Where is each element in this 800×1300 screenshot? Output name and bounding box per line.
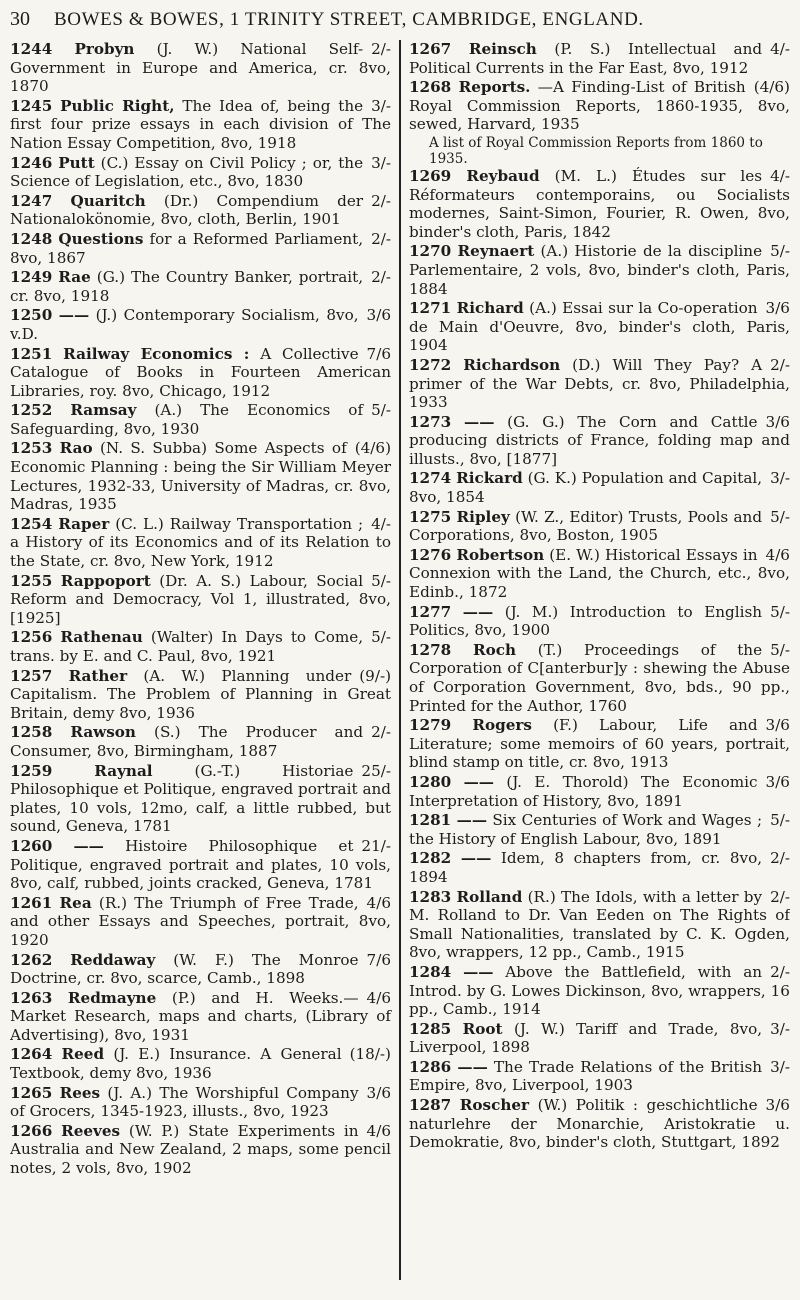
entry-price: 5/- bbox=[770, 602, 790, 621]
catalogue-entry bbox=[409, 603, 790, 640]
catalogue-entry bbox=[10, 306, 391, 343]
entry-author: Rao bbox=[59, 439, 93, 458]
entry-author: Rolland bbox=[456, 887, 523, 906]
entry-number: 1261 bbox=[10, 893, 53, 912]
entry-number: 1249 bbox=[10, 268, 53, 287]
entry-price: 25/- bbox=[361, 761, 391, 780]
entry-author: Reynaert bbox=[457, 242, 535, 261]
entry-description: The Idea of, being the first four prize essays in each division of The Nation Essay Competition, 8vo, 1918 bbox=[10, 96, 391, 152]
entry-description: (M. L.) Études sur les Réformateurs contemporains, ou Socialists modernes, Saint-Simon, Fourier, R. Owen, 8vo, binder's cloth, Paris, 1842 bbox=[408, 166, 790, 241]
running-title: BOWES & BOWES, 1 TRINITY STREET, CAMBRIDGE, ENGLAND. bbox=[54, 9, 644, 30]
entry-description: The Trade Relations of the British Empire, 8vo, Liverpool, 1903 bbox=[408, 1057, 763, 1095]
entry-number: 1273 bbox=[408, 412, 452, 431]
entry-price: 4/6 bbox=[366, 988, 391, 1007]
catalogue-entry bbox=[409, 469, 790, 506]
entry-author: Rae bbox=[58, 268, 91, 287]
entry-description: (A. W.) Planning under Capitalism. The Problem of Planning in Great Britain, demy 8vo, 1936 bbox=[10, 666, 391, 722]
entry-author: Rawson bbox=[70, 723, 136, 742]
entry-number: 1255 bbox=[10, 571, 53, 590]
entry-description: (Dr.) Compendium der Nationalokönomie, 8vo, cloth, Berlin, 1901 bbox=[10, 191, 364, 229]
entry-number: 1253 bbox=[10, 439, 53, 458]
entry-price: (18/-) bbox=[349, 1045, 391, 1064]
entry-number: 1268 bbox=[408, 78, 452, 97]
entry-number: 1265 bbox=[10, 1083, 53, 1102]
entry-author: Rather bbox=[68, 666, 128, 685]
catalogue-entry bbox=[409, 849, 790, 886]
catalogue-entry bbox=[10, 439, 391, 513]
catalogue-entry bbox=[409, 888, 790, 962]
entry-author: Probyn bbox=[74, 40, 135, 58]
entry-price: 5/- bbox=[371, 401, 391, 420]
entry-author: Reybaud bbox=[466, 166, 540, 185]
catalogue-entry bbox=[10, 268, 391, 305]
catalogue-entry bbox=[409, 546, 790, 602]
entry-author: Roscher bbox=[459, 1096, 530, 1115]
entry-description: (R.) The Idols, with a letter by M. Rolland to Dr. Van Eeden on The Rights of Small Nationalities, translated by C. K. Ogden, 8vo, wrappers, 12 pp., Camb., 1915 bbox=[408, 887, 790, 962]
entry-price: (4/6) bbox=[354, 439, 391, 458]
entry-number: 1251 bbox=[10, 344, 53, 363]
page-number: 30 bbox=[10, 8, 30, 30]
entry-number: 1244 bbox=[10, 40, 53, 58]
entry-description: (S.) The Producer and Consumer, 8vo, Birmingham, 1887 bbox=[10, 723, 364, 760]
entry-author: —— bbox=[463, 772, 494, 791]
entry-description: A Collective Catalogue of Books in Fourteen American Libraries, roy. 8vo, Chicago, 1912 bbox=[10, 344, 391, 400]
entry-author: Public Right, bbox=[60, 96, 175, 115]
entry-author: Redmayne bbox=[67, 988, 157, 1007]
entry-price: 5/- bbox=[770, 242, 790, 261]
catalogue-entry bbox=[10, 1084, 391, 1121]
entry-description: (A.) Essai sur la Co-operation de Main d'Oeuvre, 8vo, binder's cloth, Paris, 1904 bbox=[408, 299, 790, 355]
entry-description: Six Centuries of Work and Wages ; the History of English Labour, 8vo, 1891 bbox=[408, 811, 763, 848]
entry-price: 5/- bbox=[770, 507, 790, 526]
entry-author: Rickard bbox=[456, 469, 523, 488]
entry-number: 1281 bbox=[408, 811, 452, 830]
entry-price: 5/- bbox=[371, 571, 391, 590]
entry-price: 4/- bbox=[770, 40, 790, 58]
catalogue-entry bbox=[409, 641, 790, 715]
entry-price: 3/6 bbox=[765, 772, 790, 791]
entry-description: (R.) The Triumph of Free Trade, and other Essays and Speeches, portrait, 8vo, 1920 bbox=[10, 893, 391, 949]
entry-description: for a Reformed Parliament, 8vo, 1867 bbox=[10, 229, 364, 267]
entry-author: Raper bbox=[58, 514, 110, 533]
entry-price: (9/-) bbox=[359, 666, 391, 685]
entry-description: (J.) Contemporary Socialism, 8vo, v.D. bbox=[10, 306, 359, 343]
catalogue-entry bbox=[409, 1058, 790, 1095]
catalogue-entry bbox=[409, 167, 790, 241]
entry-description: (W. Z., Editor) Trusts, Pools and Corporations, 8vo, Boston, 1905 bbox=[408, 507, 763, 545]
entry-price: 3/- bbox=[371, 96, 391, 115]
entry-description: (W. F.) The Monroe Doctrine, cr. 8vo, scarce, Camb., 1898 bbox=[10, 950, 359, 988]
entry-price: 3/- bbox=[770, 469, 790, 488]
entry-price: 2/- bbox=[770, 849, 790, 868]
entry-number: 1279 bbox=[408, 716, 452, 735]
entry-description: (J. W.) Tariff and Trade, 8vo, Liverpool, 1898 bbox=[408, 1019, 763, 1057]
entry-price: 4/6 bbox=[765, 545, 790, 564]
catalogue-entry bbox=[409, 356, 790, 412]
entry-price: 7/6 bbox=[366, 344, 391, 363]
left-column bbox=[10, 40, 399, 1280]
entry-price: (4/6) bbox=[753, 78, 790, 97]
entry-number: 1264 bbox=[10, 1045, 53, 1064]
entry-description: Above the Battlefield, with an Introd. by G. Lowes Dickinson, 8vo, wrappers, 16 pp., Camb., 1914 bbox=[408, 962, 790, 1019]
entry-price: 2/- bbox=[371, 723, 391, 742]
entry-price: 2/- bbox=[371, 40, 391, 58]
entry-description: (F.) Labour, Life and Literature; some memoirs of 60 years, portrait, blind stamp on title, cr. 8vo, 1913 bbox=[408, 716, 790, 772]
entry-number: 1269 bbox=[408, 166, 452, 185]
catalogue-entry bbox=[10, 837, 391, 893]
catalogue-entry bbox=[10, 723, 391, 760]
entry-author: Railway Economics : bbox=[63, 344, 250, 363]
entry-price: 4/- bbox=[371, 514, 391, 533]
entry-number: 1254 bbox=[10, 514, 53, 533]
catalogue-entry bbox=[10, 989, 391, 1045]
entry-price: 5/- bbox=[770, 640, 790, 659]
entry-number: 1250 bbox=[10, 306, 53, 325]
entry-price: 2/- bbox=[770, 962, 790, 981]
entry-price: 3/6 bbox=[366, 306, 391, 325]
entry-price: 2/- bbox=[770, 887, 790, 906]
page-header bbox=[10, 8, 790, 34]
entry-description: Histoire Philosophique et Politique, engraved portrait and plates, 10 vols, 8vo, calf, rubbed, joints cracked, Geneva, 1781 bbox=[10, 836, 391, 893]
entry-price: 3/6 bbox=[765, 299, 790, 318]
entry-description: (J. E.) Insurance. A General Textbook, demy 8vo, 1936 bbox=[10, 1045, 342, 1083]
entry-description: (C.) Essay on Civil Policy ; or, the Science of Legislation, etc., 8vo, 1830 bbox=[10, 153, 364, 191]
entry-author: Ripley bbox=[456, 507, 510, 526]
entry-author: Quaritch bbox=[70, 191, 146, 210]
entry-number: 1276 bbox=[408, 545, 452, 564]
entry-author: Richardson bbox=[463, 355, 561, 374]
entry-number: 1252 bbox=[10, 401, 53, 420]
entry-description: (T.) Proceedings of the Corporation of C[anterbur]y : shewing the Abuse of Corporation Government, 8vo, bds., 90 pp., Printed for the Author, 1760 bbox=[408, 640, 790, 715]
catalogue-entry bbox=[409, 963, 790, 1019]
entry-note: A list of Royal Commission Reports from 1860 to 1935. bbox=[428, 134, 763, 167]
catalogue-entry bbox=[10, 230, 391, 267]
entry-author: Rathenau bbox=[60, 628, 143, 647]
entry-author: —— bbox=[460, 849, 492, 868]
catalogue-entry bbox=[10, 192, 391, 229]
entry-description: (W.) Politik : geschichtliche naturlehre der Monarchie, Aristokratie u. Demokratie, 8vo, binder's cloth, Stuttgart, 1892 bbox=[408, 1096, 790, 1152]
entry-description: (G. G.) The Corn and Cattle producing districts of France, folding map and illusts., 8vo, [1877] bbox=[408, 412, 790, 468]
entry-price: 21/- bbox=[361, 836, 391, 855]
entry-description: (C. L.) Railway Transportation ; a History of its Economics and of its Relation to the State, cr. 8vo, New York, 1912 bbox=[10, 514, 391, 571]
entry-price: 5/- bbox=[371, 628, 391, 647]
entry-description: (E. W.) Historical Essays in Connexion with the Land, the Church, etc., 8vo, Edinb., 1872 bbox=[408, 545, 790, 602]
catalogue-entry bbox=[10, 154, 391, 191]
entry-price: 3/6 bbox=[366, 1083, 391, 1102]
entry-number: 1257 bbox=[10, 666, 53, 685]
entry-description: (J. A.) The Worshipful Company of Grocers, 1345-1923, illusts., 8vo, 1923 bbox=[10, 1083, 359, 1121]
entry-number: 1246 bbox=[10, 153, 53, 172]
entry-description: (G.) The Country Banker, portrait, cr. 8vo, 1918 bbox=[10, 268, 364, 305]
entry-price: 2/- bbox=[770, 355, 790, 374]
catalogue-entry bbox=[10, 40, 391, 96]
entry-number: 1286 bbox=[408, 1057, 452, 1076]
entry-author: Rees bbox=[59, 1083, 101, 1102]
entry-number: 1263 bbox=[10, 988, 53, 1007]
entry-author: Reinsch bbox=[468, 40, 537, 58]
entry-description: (G.-T.) Historiae Philosophique et Politique, engraved portrait and plates, 10 vols, 12mo, calf, a little rubbed, but sound, Geneva, 1781 bbox=[10, 761, 391, 836]
catalogue-entry bbox=[10, 667, 391, 723]
entry-number: 1280 bbox=[408, 772, 452, 791]
catalogue-entry bbox=[409, 299, 790, 355]
entry-number: 1258 bbox=[10, 723, 53, 742]
entry-author: —— bbox=[456, 811, 488, 830]
catalogue-columns bbox=[10, 40, 790, 1280]
entry-description: (W. P.) State Experiments in Australia and New Zealand, 2 maps, some pencil notes, 2 vols, 8vo, 1902 bbox=[10, 1121, 391, 1178]
catalogue-entry bbox=[409, 413, 790, 469]
entry-author: Reddaway bbox=[70, 950, 156, 969]
entry-price: 7/6 bbox=[366, 950, 391, 969]
catalogue-entry bbox=[409, 811, 790, 848]
entry-number: 1283 bbox=[408, 887, 452, 906]
entry-author: Robertson bbox=[456, 545, 545, 564]
entry-number: 1278 bbox=[408, 640, 452, 659]
entry-number: 1277 bbox=[408, 602, 452, 621]
entry-number: 1267 bbox=[408, 40, 452, 58]
entry-number: 1256 bbox=[10, 628, 53, 647]
entry-description: (A.) Historie de la discipline Parlementaire, 2 vols, 8vo, binder's cloth, Paris, 1884 bbox=[408, 242, 790, 298]
catalogue-entry bbox=[10, 951, 391, 988]
entry-author: —— bbox=[463, 962, 494, 981]
entry-price: 2/- bbox=[371, 268, 391, 287]
catalogue-entry bbox=[10, 628, 391, 665]
entry-author: —— bbox=[457, 1057, 488, 1076]
catalogue-entry bbox=[10, 762, 391, 836]
catalogue-entry bbox=[10, 1122, 391, 1178]
entry-author: Reed bbox=[61, 1045, 105, 1064]
entry-author: Root bbox=[462, 1019, 503, 1038]
entry-price: 2/- bbox=[371, 191, 391, 210]
entry-author: —— bbox=[462, 602, 494, 621]
entry-author: Putt bbox=[58, 153, 95, 172]
entry-description: Idem, 8 chapters from, cr. 8vo, 1894 bbox=[408, 849, 763, 886]
entry-price: 3/- bbox=[770, 1019, 790, 1038]
catalogue-entry bbox=[10, 345, 391, 401]
catalogue-entry bbox=[10, 515, 391, 571]
entry-description: (N. S. Subba) Some Aspects of Economic Planning : being the Sir William Meyer Lectures, 1932-33, University of Madras, cr. 8vo, Madras, 1935 bbox=[10, 439, 391, 514]
entry-description: (D.) Will They Pay? A primer of the War Debts, cr. 8vo, Philadelphia, 1933 bbox=[408, 355, 790, 412]
entry-author: Richard bbox=[456, 299, 524, 318]
entry-number: 1247 bbox=[10, 191, 53, 210]
catalogue-entry bbox=[409, 242, 790, 298]
entry-number: 1266 bbox=[10, 1121, 53, 1140]
entry-description: (J. W.) National Self-Government in Europe and America, cr. 8vo, 1870 bbox=[10, 40, 391, 96]
entry-price: 4/6 bbox=[366, 1121, 391, 1140]
catalogue-entry bbox=[10, 572, 391, 628]
entry-number: 1262 bbox=[10, 950, 53, 969]
entry-number: 1272 bbox=[408, 355, 452, 374]
catalogue-entry bbox=[10, 401, 391, 438]
entry-description: (G. K.) Population and Capital, 8vo, 1854 bbox=[408, 469, 763, 507]
catalogue-entry bbox=[409, 1096, 790, 1152]
entry-number: 1285 bbox=[408, 1019, 452, 1038]
entry-author: —— bbox=[73, 836, 104, 855]
catalogue-entry bbox=[10, 894, 391, 950]
entry-description: (P. S.) Intellectual and Political Currents in the Far East, 8vo, 1912 bbox=[408, 40, 763, 77]
entry-price: 3/- bbox=[371, 153, 391, 172]
entry-price: 3/- bbox=[770, 1057, 790, 1076]
entry-price: 3/6 bbox=[765, 716, 790, 735]
entry-author: —— bbox=[464, 412, 495, 431]
entry-number: 1260 bbox=[10, 836, 53, 855]
entry-price: 2/- bbox=[371, 229, 391, 248]
entry-number: 1274 bbox=[408, 469, 452, 488]
entry-author: Rogers bbox=[472, 716, 532, 735]
catalogue-entry bbox=[10, 97, 391, 153]
entry-author: Rappoport bbox=[60, 571, 151, 590]
entry-number: 1271 bbox=[408, 299, 452, 318]
entry-number: 1270 bbox=[408, 242, 452, 261]
entry-price: 4/- bbox=[770, 166, 790, 185]
entry-author: Ramsay bbox=[70, 401, 137, 420]
entry-author: —— bbox=[58, 306, 90, 325]
entry-author: Reports. bbox=[458, 78, 531, 97]
entry-description: (P.) and H. Weeks.—Market Research, maps and charts, (Library of Advertising), 8vo, 1931 bbox=[10, 988, 391, 1044]
entry-price: 4/6 bbox=[366, 893, 391, 912]
catalogue-entry bbox=[409, 716, 790, 772]
entry-author: Reeves bbox=[61, 1121, 121, 1140]
catalogue-entry bbox=[409, 1020, 790, 1057]
right-column bbox=[401, 40, 790, 1280]
entry-description: (J. E. Thorold) The Economic Interpretation of History, 8vo, 1891 bbox=[408, 772, 758, 810]
entry-number: 1282 bbox=[408, 849, 452, 868]
entry-author: Raynal bbox=[94, 761, 153, 780]
entry-description: —A Finding-List of British Royal Commission Reports, 1860-1935, 8vo, sewed, Harvard, 1935 bbox=[408, 78, 790, 134]
catalogue-entry bbox=[409, 78, 790, 134]
entry-number: 1259 bbox=[10, 761, 53, 780]
catalogue-entry bbox=[10, 1045, 391, 1082]
entry-price: 3/6 bbox=[765, 412, 790, 431]
catalogue-entry bbox=[409, 773, 790, 810]
entry-number: 1248 bbox=[10, 229, 53, 248]
entry-description: (J. M.) Introduction to English Politics, 8vo, 1900 bbox=[408, 602, 763, 640]
entry-description: (A.) The Economics of Safeguarding, 8vo, 1930 bbox=[10, 401, 364, 438]
entry-number: 1245 bbox=[10, 96, 53, 115]
entry-number: 1284 bbox=[408, 962, 452, 981]
entry-number: 1287 bbox=[408, 1096, 452, 1115]
entry-author: Questions bbox=[58, 229, 144, 248]
entry-price: 5/- bbox=[770, 811, 790, 830]
catalogue-entry bbox=[409, 508, 790, 545]
entry-author: Roch bbox=[472, 640, 517, 659]
entry-author: Rea bbox=[59, 893, 92, 912]
entry-description: (Walter) In Days to Come, trans. by E. and C. Paul, 8vo, 1921 bbox=[10, 628, 364, 665]
entry-number: 1275 bbox=[408, 507, 452, 526]
catalogue-entry bbox=[409, 40, 790, 77]
entry-description: (Dr. A. S.) Labour, Social Reform and Democracy, Vol 1, illustrated, 8vo, [1925] bbox=[10, 571, 391, 627]
entry-price: 3/6 bbox=[765, 1096, 790, 1115]
